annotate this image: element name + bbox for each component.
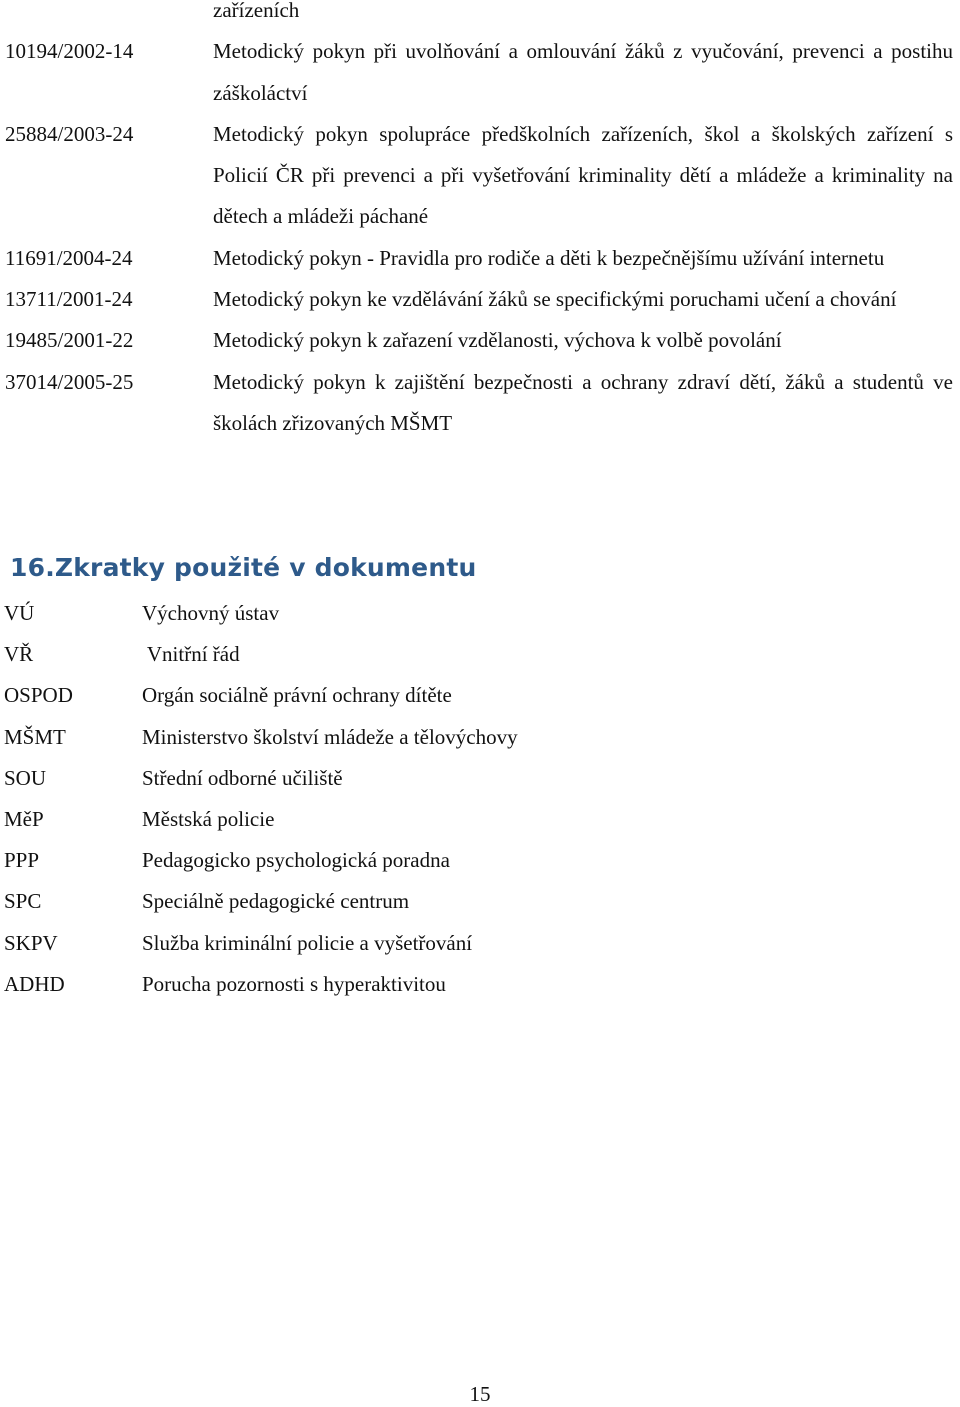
guideline-code: 13711/2001-24 bbox=[5, 287, 133, 312]
abbreviation-meaning: Porucha pozornosti s hyperaktivitou bbox=[142, 971, 446, 996]
abbreviation-code: SPC bbox=[4, 889, 42, 914]
abbreviation-row bbox=[4, 923, 904, 964]
guideline-row bbox=[5, 31, 955, 114]
abbreviation-row bbox=[4, 593, 904, 634]
guideline-code: 37014/2005-25 bbox=[5, 369, 134, 394]
guideline-text: Metodický pokyn k zajištění bezpečnosti a ochrany zdraví dětí, žáků a studentů ve školách zřizovaných MŠMT bbox=[213, 369, 953, 435]
abbreviation-row bbox=[4, 881, 904, 922]
abbreviation-meaning: Ministerstvo školství mládeže a tělovýchovy bbox=[142, 724, 518, 749]
abbreviation-code: SKPV bbox=[4, 930, 58, 955]
abbreviation-code: PPP bbox=[4, 848, 40, 873]
page-number: 15 bbox=[469, 1382, 491, 1406]
abbreviation-row bbox=[4, 717, 904, 758]
abbreviation-code: VÚ bbox=[4, 601, 35, 625]
guideline-text: Metodický pokyn - Pravidla pro rodiče a děti k bezpečnějšímu užívání internetu bbox=[213, 245, 885, 270]
abbreviation-code: VŘ bbox=[4, 642, 34, 667]
guideline-row bbox=[5, 0, 955, 31]
guideline-text: zařízeních bbox=[213, 0, 300, 22]
section-heading: 16.Zkratky použité v dokumentu bbox=[10, 553, 477, 582]
abbreviation-code: OSPOD bbox=[4, 683, 73, 708]
abbreviation-code: ADHD bbox=[4, 971, 65, 996]
abbreviation-meaning: Městská policie bbox=[142, 806, 275, 831]
guideline-row bbox=[5, 114, 955, 238]
abbreviation-row bbox=[4, 964, 904, 1005]
guideline-code: 10194/2002-14 bbox=[5, 39, 134, 64]
guideline-code: 11691/2004-24 bbox=[5, 245, 133, 270]
guideline-text: Metodický pokyn při uvolňování a omlouvání žáků z vyučování, prevenci a postihu záškoláctví bbox=[213, 39, 953, 105]
guideline-code: 19485/2001-22 bbox=[5, 328, 134, 353]
abbreviation-meaning: Speciálně pedagogické centrum bbox=[142, 889, 410, 914]
guideline-row bbox=[5, 320, 955, 361]
guideline-text: Metodický pokyn spolupráce předškolních zařízeních, škol a školských zařízení s Policií ČR při prevenci a při vyšetřování kriminality dětí a mládeže a kriminality na dětech a mládeži páchané bbox=[213, 121, 953, 229]
abbreviation-row bbox=[4, 675, 904, 716]
abbreviation-row bbox=[4, 799, 904, 840]
guideline-text: Metodický pokyn k zařazení vzdělanosti, výchova k volbě povolání bbox=[213, 328, 782, 353]
abbreviation-meaning: Orgán sociálně právní ochrany dítěte bbox=[142, 683, 452, 708]
guideline-code: 25884/2003-24 bbox=[5, 121, 134, 146]
abbreviation-row bbox=[4, 840, 904, 881]
guideline-row bbox=[5, 279, 955, 320]
guideline-text: Metodický pokyn ke vzdělávání žáků se specifickými poruchami učení a chování bbox=[213, 287, 897, 312]
abbreviation-code: SOU bbox=[4, 765, 47, 790]
guideline-row bbox=[5, 238, 955, 279]
abbreviation-meaning: Služba kriminální policie a vyšetřování bbox=[142, 930, 473, 955]
guideline-row bbox=[5, 362, 955, 445]
abbreviation-meaning: Pedagogicko psychologická poradna bbox=[142, 848, 450, 873]
abbreviation-meaning: Vnitřní řád bbox=[142, 642, 240, 667]
abbreviation-meaning: Výchovný ústav bbox=[142, 601, 280, 625]
abbreviation-row bbox=[4, 758, 904, 799]
abbreviation-row bbox=[4, 634, 904, 675]
guidelines-table bbox=[5, 0, 955, 444]
abbreviation-meaning: Střední odborné učiliště bbox=[142, 765, 343, 790]
abbreviation-code: MŠMT bbox=[4, 724, 66, 749]
abbreviation-code: MěP bbox=[4, 806, 44, 831]
abbreviations-list bbox=[4, 593, 904, 1005]
